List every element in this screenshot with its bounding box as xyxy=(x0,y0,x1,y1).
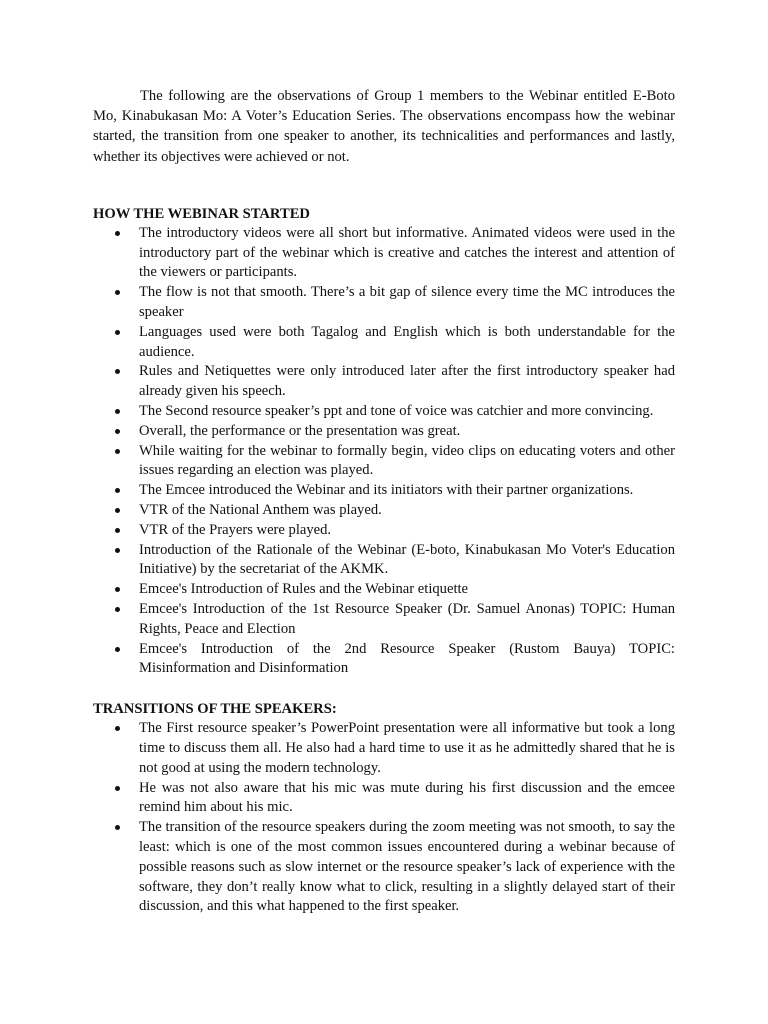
bullet-icon xyxy=(115,449,120,454)
list-item-text: Languages used were both Tagalog and English which is both understandable for the audience. xyxy=(139,323,675,360)
bullet-icon xyxy=(115,786,120,791)
list-item-text: Emcee's Introduction of the 1st Resource Speaker (Dr. Samuel Anonas) TOPIC: Human Rights, Peace and Election xyxy=(139,600,675,637)
list-item xyxy=(93,779,675,819)
bullet-icon xyxy=(115,825,120,830)
bullet-icon xyxy=(115,528,120,533)
list-item xyxy=(93,283,675,323)
list-item-text: The Emcee introduced the Webinar and its initiators with their partner organizations. xyxy=(139,482,634,499)
list-item-text: The Second resource speaker’s ppt and tone of voice was catchier and more convincing. xyxy=(139,402,654,419)
bullet-list-transitions xyxy=(93,719,675,917)
bullet-icon xyxy=(115,231,120,236)
list-item xyxy=(93,422,675,442)
list-item-text: Overall, the performance or the presentation was great. xyxy=(139,422,461,439)
list-item xyxy=(93,442,675,482)
list-item xyxy=(93,481,675,501)
list-item xyxy=(93,521,675,541)
bullet-icon xyxy=(115,548,120,553)
intro-paragraph: The following are the observations of Group 1 members to the Webinar entitled E-Boto Mo, Kinabukasan Mo: A Voter’s Education Series. The observations encompass how the webinar started, the transition from one speaker to another, its technicalities and performances and lastly, whether its objectives were achieved or not. xyxy=(93,88,675,165)
list-item-text: The transition of the resource speakers during the zoom meeting was not smooth, to say the least: which is one of the most common issues encountered during a webinar because of possible reasons such as slow internet or the resource speaker’s lack of experience with the software, they don’t really know what to click, resulting in a slightly delayed start of their discussion, and this what happened to the first speaker. xyxy=(139,819,675,915)
list-item xyxy=(93,402,675,422)
list-item xyxy=(93,580,675,600)
list-item-text: The First resource speaker’s PowerPoint presentation were all informative but took a long time to discuss them all. He also had a hard time to use it as he admittedly shared that he is not good at using the modern technology. xyxy=(139,720,675,776)
bullet-icon xyxy=(115,488,120,493)
list-item xyxy=(93,362,675,402)
list-item xyxy=(93,640,675,680)
bullet-icon xyxy=(115,726,120,731)
list-item xyxy=(93,323,675,363)
bullet-icon xyxy=(115,647,120,652)
list-item xyxy=(93,224,675,283)
list-item xyxy=(93,541,675,581)
list-item-text: Emcee's Introduction of Rules and the Webinar etiquette xyxy=(139,581,469,598)
bullet-icon xyxy=(115,429,120,434)
list-item-text: While waiting for the webinar to formally begin, video clips on educating voters and other issues regarding an election was played. xyxy=(139,442,675,479)
bullet-icon xyxy=(115,369,120,374)
list-item-text: VTR of the National Anthem was played. xyxy=(139,501,382,518)
bullet-icon xyxy=(115,607,120,612)
section-heading-how-started: HOW THE WEBINAR STARTED xyxy=(93,205,310,222)
list-item-text: The flow is not that smooth. There’s a bit gap of silence every time the MC introduces the speaker xyxy=(139,284,675,320)
list-item xyxy=(93,818,675,917)
bullet-icon xyxy=(115,587,120,592)
bullet-icon xyxy=(115,409,120,414)
bullet-icon xyxy=(115,330,120,335)
bullet-list-how-started xyxy=(93,224,675,679)
section-heading-transitions: TRANSITIONS OF THE SPEAKERS: xyxy=(93,701,337,718)
list-item xyxy=(93,600,675,640)
list-item-text: Rules and Netiquettes were only introduced later after the first introductory speaker had already given his speech. xyxy=(139,363,675,400)
list-item-text: The introductory videos were all short but informative. Animated videos were used in the introductory part of the webinar which is creative and catches the interest and attention of the viewers or participants. xyxy=(139,224,675,281)
list-item-text: Introduction of the Rationale of the Webinar (E-boto, Kinabukasan Mo Voter's Education Initiative) by the secretariat of the AKMK. xyxy=(139,541,675,578)
list-item-text: He was not also aware that his mic was mute during his first discussion and the emcee remind him about his mic. xyxy=(139,779,675,816)
bullet-icon xyxy=(115,290,120,295)
bullet-icon xyxy=(115,508,120,513)
list-item xyxy=(93,501,675,521)
list-item-text: Emcee's Introduction of the 2nd Resource Speaker (Rustom Bauya) TOPIC: Misinformation and Disinformation xyxy=(139,640,675,677)
list-item xyxy=(93,719,675,778)
list-item-text: VTR of the Prayers were played. xyxy=(139,521,332,538)
